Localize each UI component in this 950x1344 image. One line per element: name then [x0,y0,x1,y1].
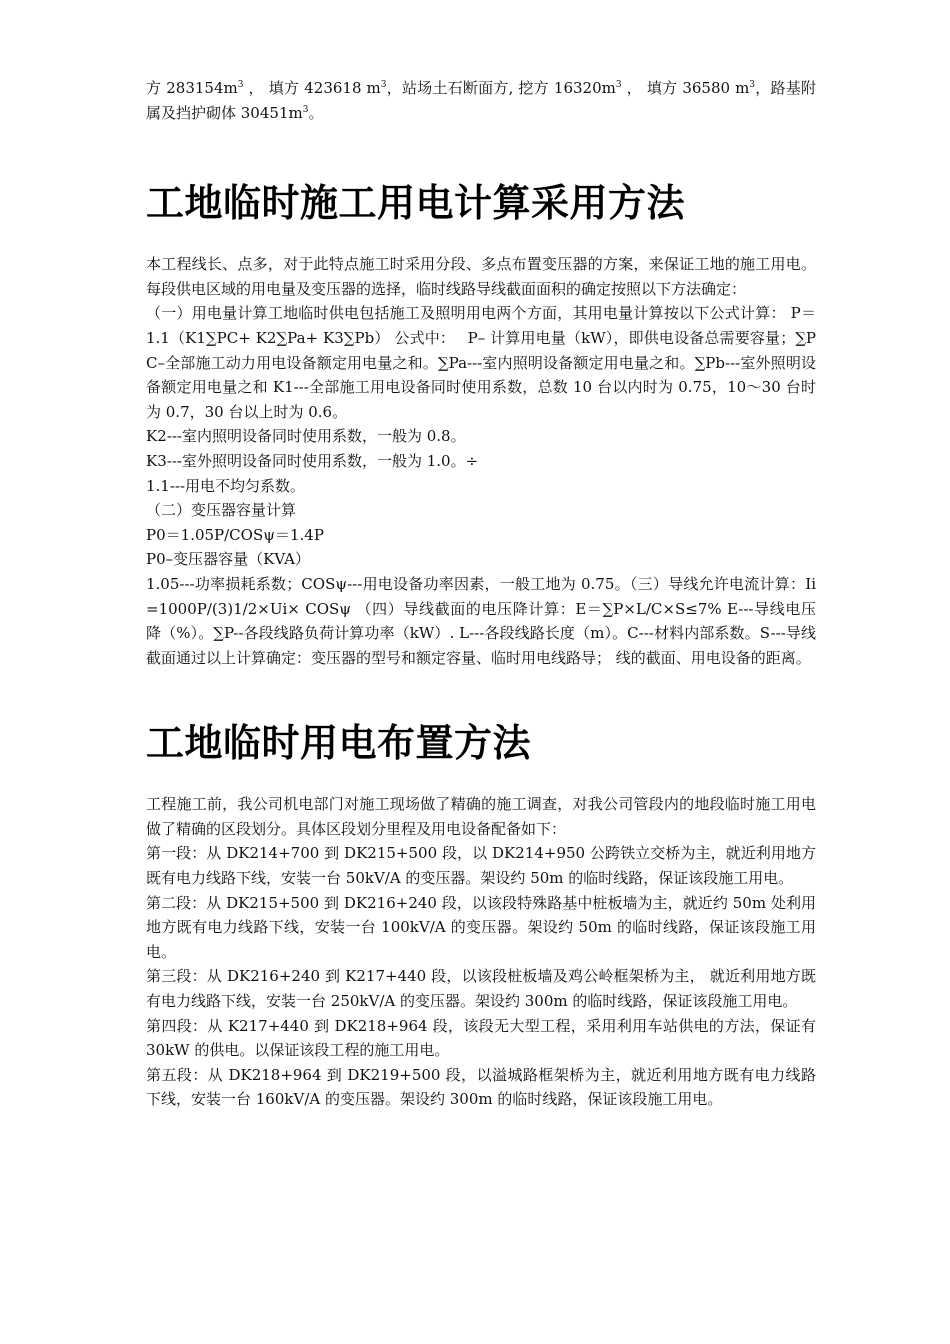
superscript-3: 3 [302,104,309,115]
intro-text-3: ，站场土石断面方, 挖方 16320m [386,79,616,97]
paragraph: P0–变压器容量（KVA） [146,550,310,569]
intro-text-4: ， 填方 36580 m [621,79,750,97]
paragraph: P0＝1.05P/COSψ＝1.4P [146,525,324,544]
paragraph: K3---室外照明设备同时使用系数，一般为 1.0。÷ [146,451,479,470]
intro-paragraph [146,76,816,125]
paragraph: 第五段：从 DK218+964 到 DK219+500 段，以溢城路框架桥为主，就近利用地方既有电力线路下线，安装一台 160kV/A 的变压器。架设约 300m 的临时线路，保证该段施工用电。 [146,1065,816,1109]
intro-text-2: ， 填方 423618 m [243,79,381,97]
paragraph: 第一段：从 DK214+700 到 DK215+500 段，以 DK214+950 公跨铁立交桥为主，就近利用地方既有电力线路下线，安装一台 50kV/A 的变压器。架设约 50m 的临时线路，保证该段施工用电。 [146,844,816,888]
intro-text-5: ，路基附属及挡护砌体 30451m [146,79,816,122]
paragraph: 1.1---用电不均匀系数。 [146,476,306,495]
intro-text-1: 方 283154m [146,79,238,97]
paragraph: K2---室内照明设备同时使用系数，一般为 0.8。 [146,427,466,446]
paragraph: 1.05---功率损耗系数；COSψ---用电设备功率因素，一般工地为 0.75。（三）导线允许电流计算：Ii=1000P/(3)1/2×Ui× COSψ （四）导线截面的电压降计算：E＝∑P×L/C×S≤7% E---导线电压降（%）。∑P--各段线路负荷计算功率（kW）. L---各段线路长度（m）。C---材料内部系数。S---导线截面通过以上计算确定：变压器的型号和额定容量、临时用电线路导； 线的截面、用电设备的距离。 [146,574,816,667]
paragraph: 第二段：从 DK215+500 到 DK216+240 段，以该段特殊路基中桩板墙为主，就近约 50m 处利用地方既有电力线路下线，安装一台 100kV/A 的变压器。架设约 50m 的临时线路，保证该段施工用电。 [146,893,816,961]
section-heading-power-calculation: 工地临时施工用电计算采用方法 [146,181,686,226]
paragraph: （一）用电量计算工地临时供电包括施工及照明用电两个方面，其用电量计算按以下公式计算： P＝1.1（K1∑PC+ K2∑Pa+ K3∑Pb） 公式中： P– 计算用电量（kW），即供电设备总需要容量；∑PC–全部施工动力用电设备额定用电量之和。∑Pa---室内照明设备额定用电量之和。∑Pb---室外照明设备额定用电量之和 K1---全部施工用电设备同时使用系数，总数 10 台以内时为 0.75，10～30 台时为 0.7，30 台以上时为 0.6。 [146,304,816,421]
paragraph: 本工程线长、点多，对于此特点施工时采用分段、多点布置变压器的方案，来保证工地的施工用电。每段供电区域的用电量及变压器的选择，临时线路导线截面面积的确定按照以下方法确定： [146,255,816,298]
paragraph: （二）变压器容量计算 [146,501,297,520]
superscript-3: 3 [237,80,244,90]
superscript-3: 3 [749,80,756,90]
superscript-3: 3 [615,80,622,90]
superscript-3: 3 [380,80,387,90]
paragraph: 第四段：从 K217+440 到 DK218+964 段，该段无大型工程，采用利用车站供电的方法，保证有 30kW 的供电。以保证该段工程的施工用电。 [146,1016,816,1060]
document-page [146,76,816,1112]
paragraph: 工程施工前，我公司机电部门对施工现场做了精确的施工调查，对我公司管段内的地段临时施工用电做了精确的区段划分。具体区段划分里程及用电设备配备如下： [146,795,816,838]
paragraph: 第三段：从 DK216+240 到 K217+440 段，以该段桩板墙及鸡公岭框架桥为主， 就近利用地方既有电力线路下线，安装一台 250kV/A 的变压器。架设约 300m 的临时线路，保证该段施工用电。 [146,967,816,1011]
intro-text-6: 。 [308,103,324,122]
section-heading-power-layout: 工地临时用电布置方法 [146,721,532,766]
